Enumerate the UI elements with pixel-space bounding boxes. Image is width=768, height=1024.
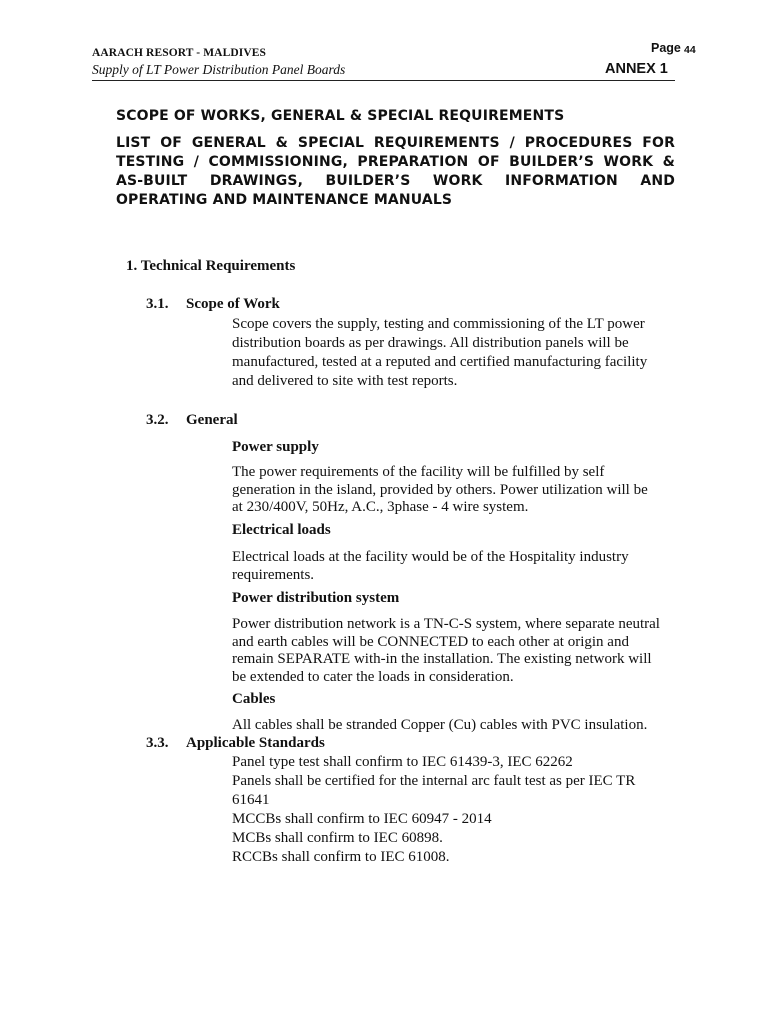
standards-line: MCCBs shall confirm to IEC 60947 - 2014 — [232, 811, 492, 827]
applicable-standards-list — [232, 753, 677, 867]
section-title-general: General — [186, 412, 238, 428]
standards-line: MCBs shall confirm to IEC 60898. — [232, 830, 443, 846]
header-divider — [92, 80, 675, 81]
section-number-3-2: 3.2. — [146, 412, 169, 428]
subheading-power-supply: Power supply — [232, 439, 319, 455]
section-number-3-1: 3.1. — [146, 296, 169, 312]
paragraph-line: and delivered to site with test reports. — [232, 373, 458, 389]
paragraph-line: All cables shall be stranded Copper (Cu) cables with PVC insulation. — [232, 717, 648, 733]
paragraph-line: at 230/400V, 50Hz, A.C., 3phase - 4 wire system. — [232, 499, 529, 515]
electrical-loads-paragraph — [232, 549, 677, 584]
subheading-electrical-loads: Electrical loads — [232, 522, 331, 538]
subheading-power-distribution-system: Power distribution system — [232, 590, 400, 606]
power-distribution-paragraph — [232, 616, 677, 686]
header-organization: AARACH RESORT - MALDIVES — [92, 47, 266, 59]
paragraph-line: manufactured, tested at a reputed and certified manufacturing facility — [232, 354, 648, 370]
standards-line: 61641 — [232, 792, 270, 808]
paragraph-line: remain SEPARATE with-in the installation. The existing network will — [232, 651, 652, 667]
section-heading-technical-requirements: 1. Technical Requirements — [126, 258, 296, 274]
paragraph-line: Scope covers the supply, testing and commissioning of the LT power — [232, 316, 645, 332]
scope-title: SCOPE OF WORKS, GENERAL & SPECIAL REQUIREMENTS — [116, 108, 565, 124]
header-subtitle: Supply of LT Power Distribution Panel Boards — [92, 62, 346, 77]
cables-paragraph — [232, 717, 677, 735]
scope-of-work-paragraph — [232, 315, 677, 391]
paragraph-line: and earth cables will be CONNECTED to each other at origin and — [232, 633, 629, 650]
page-label: Page — [651, 41, 681, 55]
section-title-scope-of-work: Scope of Work — [186, 296, 280, 312]
section-title-applicable-standards: Applicable Standards — [186, 735, 325, 751]
paragraph-line: generation in the island, provided by others. Power utilization will be — [232, 481, 648, 498]
paragraph-line: Power distribution network is a TN-C-S system, where separate neutral — [232, 616, 660, 632]
paragraph-line: The power requirements of the facility will be fulfilled by self — [232, 464, 605, 480]
paragraph-line: Electrical loads at the facility would be of the Hospitality industry — [232, 549, 629, 565]
paragraph-line: distribution boards as per drawings. All distribution panels will be — [232, 335, 629, 351]
section-number-3-3: 3.3. — [146, 735, 169, 751]
paragraph-line: be extended to cater the loads in consideration. — [232, 668, 514, 685]
power-supply-paragraph — [232, 464, 677, 517]
paragraph-line: requirements. — [232, 566, 315, 583]
list-title: LIST OF GENERAL & SPECIAL REQUIREMENTS / PROCEDURES FOR TESTING / COMMISSIONING, PREPARATION OF BUILDER’S WORK & AS-BUILT DRAWINGS, BUILDER’S WORK INFORMATION AND OPERATING AND MAINTENANCE MANUALS — [116, 135, 675, 208]
page-number: 44 — [684, 44, 696, 56]
standards-line: Panel type test shall confirm to IEC 61439-3, IEC 62262 — [232, 754, 573, 770]
standards-line: RCCBs shall confirm to IEC 61008. — [232, 849, 450, 865]
annex-label: ANNEX 1 — [605, 61, 668, 77]
subheading-cables: Cables — [232, 691, 276, 707]
standards-line: Panels shall be certified for the internal arc fault test as per IEC TR — [232, 773, 636, 789]
